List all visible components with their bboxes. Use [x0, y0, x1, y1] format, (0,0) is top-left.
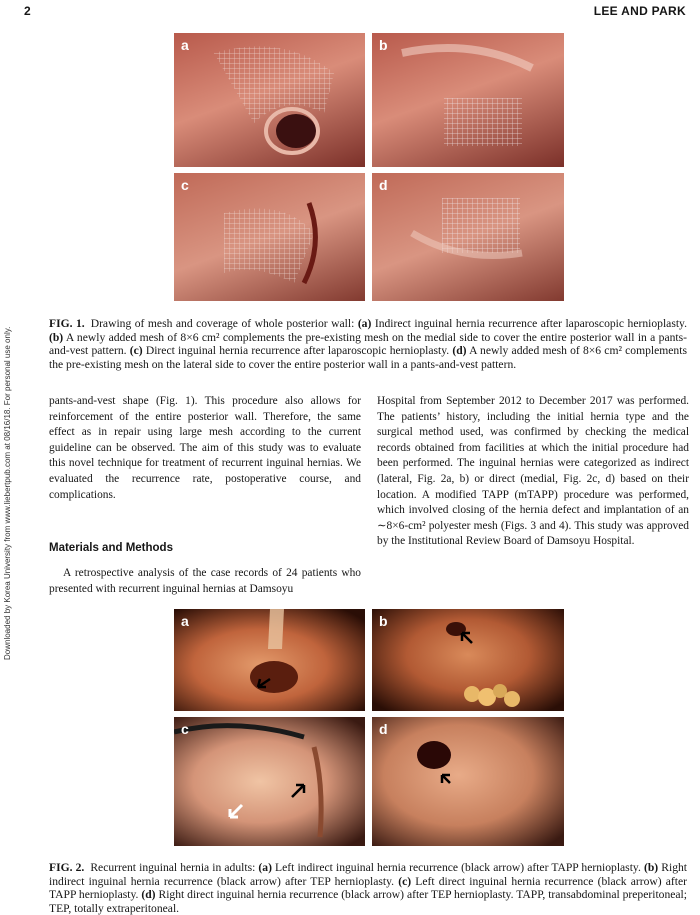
caption-body: Recurrent inguinal hernia in adults: (a) Left indirect inguinal hernia recurrence (black arrow) after TAPP hernioplasty. (b) Right indirect inguinal hernia recurrence (black arrow) after TEP hernioplasty. (c) Left direct inguinal hernia recurrence (black arrow) after TAPP hernioplasty. (d) Right direct inguinal hernia recurrence (black arrow) after TEP hernioplasty. TAPP, transabdominal preperitoneal; TEP, totally extraperitoneal. — [49, 861, 688, 915]
figure-label: FIG. 2. — [49, 861, 85, 874]
figure-1-panel-b — [372, 33, 564, 167]
arrow-icon — [462, 633, 472, 643]
figure-1-panel-c — [174, 173, 365, 301]
page-number: 2 — [24, 4, 31, 18]
figure-1-caption — [49, 317, 687, 371]
caption-body: Drawing of mesh and coverage of whole posterior wall: (a) Indirect inguinal hernia recurrence after laparoscopic hernioplasty. (b) A newly added mesh of 8×6 cm² complements the pre-existing mesh on the medial side to cover the entire posterior wall in a pants-and-vest pattern. (c) Direct inguinal hernia recurrence after laparoscopic hernioplasty. (d) A newly added mesh of 8×6 cm² complements the pre-existing mesh on the lateral side to cover the entire posterior wall in a pants-and-vest pattern. — [49, 317, 687, 371]
figure-1-panel-d — [372, 173, 564, 301]
panel-label: b — [379, 37, 388, 53]
panel-label: c — [181, 177, 189, 193]
panel-label: d — [379, 177, 388, 193]
arrow-icon — [230, 805, 242, 817]
endoscopic-photo — [372, 609, 564, 711]
figure-2-panel-d — [372, 717, 564, 846]
left-column-paragraph-2: A retrospective analysis of the case records of 24 patients who presented with recurrent inguinal hernias at Damsoyu — [49, 567, 361, 595]
mesh-illustration — [174, 33, 365, 167]
running-head: LEE AND PARK — [593, 4, 686, 18]
figure-label: FIG. 1. — [49, 317, 85, 330]
panel-label: a — [181, 613, 189, 629]
panel-label: d — [379, 721, 388, 737]
figure-2-panel-a — [174, 609, 365, 711]
endoscopic-photo — [372, 717, 564, 846]
panel-label: b — [379, 613, 388, 629]
mesh-illustration — [174, 173, 365, 301]
arrow-icon — [442, 775, 450, 783]
right-column-paragraph: Hospital from September 2012 to December 2017 was performed. The patients’ history, including the initial hernia type and the surgical method used, was confirmed by checking the medical records obtained from facilities at which the initial procedure had been performed. The inguinal hernias were categorized as indirect (lateral, Fig. 2a, b) or direct (medial, Fig. 2c, d) based on their location. A modified TAPP (mTAPP) procedure was performed, which involved closing of the hernia defect and implantation of an ∼8×6-cm² polyester mesh (Figs. 3 and 4). This study was approved by the Institutional Review Board of Damsoyu Hospital. — [377, 395, 689, 548]
section-heading: Materials and Methods — [49, 542, 173, 554]
figure-2-caption — [49, 861, 687, 915]
download-notice: Downloaded by Korea University from www.liebertpub.com at 08/16/18. For personal use only. — [3, 326, 12, 660]
figure-2-panel-c — [174, 717, 365, 846]
panel-label: a — [181, 37, 189, 53]
mesh-illustration — [372, 173, 564, 301]
arrow-icon — [292, 785, 304, 797]
page-header — [0, 4, 700, 20]
figure-2-panel-b — [372, 609, 564, 711]
endoscopic-photo — [174, 717, 365, 846]
left-column-paragraph-1: pants-and-vest shape (Fig. 1). This procedure also allows for reinforcement of the entire posterior wall. Therefore, the same effect as in repair using large mesh according to the current guideline can be observed. The aim of this study was to evaluate this novel technique for treatment of recurrent inguinal hernias. We evaluated the recurrence rate, postoperative course, and complications. — [49, 395, 361, 501]
endoscopic-photo — [174, 609, 365, 711]
mesh-illustration — [372, 33, 564, 167]
figure-1-panel-a — [174, 33, 365, 167]
panel-label: c — [181, 721, 189, 737]
